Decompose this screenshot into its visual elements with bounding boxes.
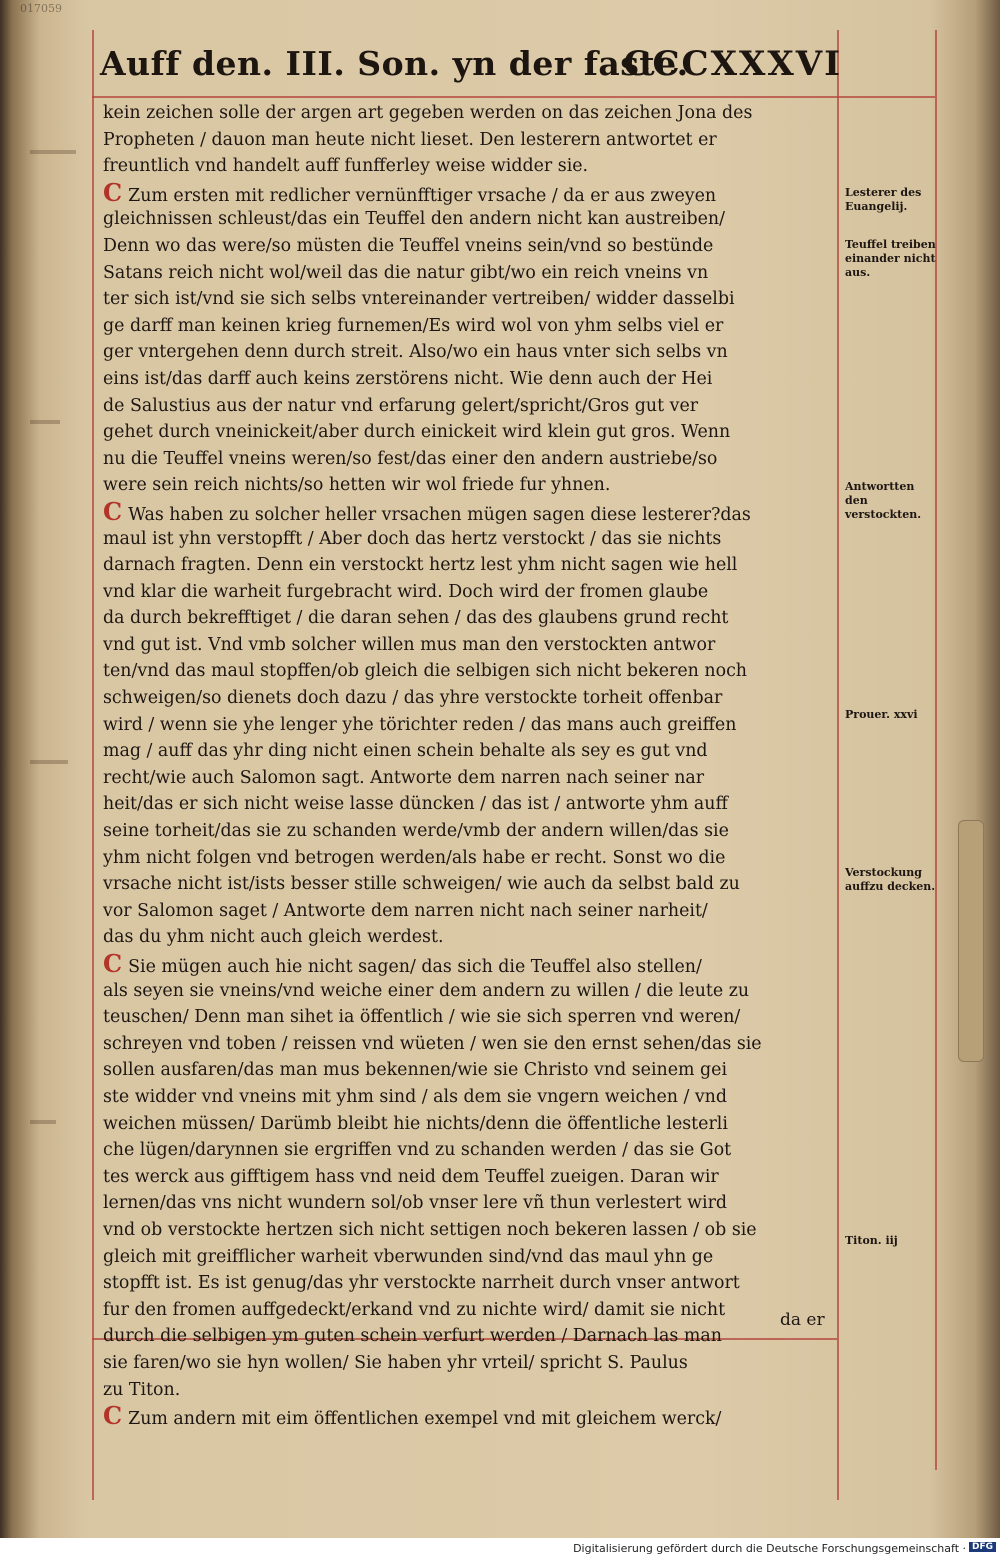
text-line: ste widder vnd vneins mit yhm sind / als dem sie vngern weichen / vnd bbox=[103, 1086, 728, 1107]
text-line: teuschen/ Denn man sihet ia öffentlich / wie sie sich sperren vnd weren/ bbox=[103, 1007, 741, 1028]
text-line: gleichnissen schleust/das ein Teuffel den andern nicht kan austreiben/ bbox=[103, 209, 725, 230]
margin-note: Prouer. xxvi bbox=[845, 708, 918, 721]
margin-note: Teuffel treiben einander nicht aus. bbox=[845, 238, 936, 279]
text-line: vor Salomon saget / Antworte dem narren nicht nach seiner narheit/ bbox=[103, 900, 708, 921]
catchword: da er bbox=[780, 1310, 825, 1330]
text-line: ger vntergehen denn durch streit. Also/wo ein haus vnter sich selbs vn bbox=[103, 342, 728, 363]
text-line: seine torheit/das sie zu schanden werde/vmb der andern willen/das sie bbox=[103, 821, 729, 842]
text-line: de Salustius aus der natur vnd erfarung gelert/spricht/Gros gut ver bbox=[103, 395, 699, 416]
footer-credit: Digitalisierung gefördert durch die Deutsche Forschungsgemeinschaft · bbox=[573, 1542, 966, 1555]
text-line: tes werck aus gifftigem hass vnd neid dem Teuffel zueigen. Daran wir bbox=[103, 1166, 719, 1187]
bleed-through-mark bbox=[30, 1120, 56, 1124]
text-line: zu Titon. bbox=[103, 1379, 181, 1400]
text-line: Satans reich nicht wol/weil das die natur gibt/wo ein reich vneins vn bbox=[103, 262, 709, 283]
text-line: yhm nicht folgen vnd betrogen werden/als habe er recht. Sonst wo die bbox=[103, 847, 726, 868]
text-line: ter sich ist/vnd sie sich selbs vntereinander vertreiben/ widder dasselbi bbox=[103, 289, 735, 310]
text-line: gleich mit greifflicher warheit vberwunden sind/vnd das maul yhn ge bbox=[103, 1246, 714, 1267]
margin-note: Antwortten den verstockten. bbox=[845, 480, 922, 521]
dfg-logo: DFG bbox=[969, 1542, 996, 1552]
text-line: weichen müssen/ Darümb bleibt hie nichts/denn die öffentliche lesterli bbox=[103, 1113, 728, 1134]
text-line: ten/vnd das maul stopffen/ob gleich die selbigen sich nicht bekeren noch bbox=[103, 661, 748, 682]
text-line: sie faren/wo sie hyn wollen/ Sie haben yhr vrteil/ spricht S. Paulus bbox=[103, 1352, 688, 1373]
text-line: wird / wenn sie yhe lenger yhe törichter reden / das mans auch greiffen bbox=[103, 714, 737, 735]
text-line: vnd klar die warheit furgebracht wird. Doch wird der fromen glaube bbox=[103, 581, 709, 602]
text-line: darnach fragten. Denn ein verstockt hertz lest yhm nicht sagen wie hell bbox=[103, 555, 738, 576]
rule-left bbox=[92, 30, 94, 1500]
folio-number: CCCXXXVI bbox=[623, 44, 842, 84]
text-line: nu die Teuffel vneins weren/so fest/das einer den andern austriebe/so bbox=[103, 448, 718, 469]
text-line: freuntlich vnd handelt auff funfferley weise widder sie. bbox=[103, 156, 589, 177]
text-line: eins ist/das darff auch keins zerstörens nicht. Wie denn auch der Hei bbox=[103, 368, 713, 389]
text-line: vnd ob verstockte hertzen sich nicht settigen noch bekeren lassen / ob sie bbox=[103, 1219, 757, 1240]
text-line: Denn wo das were/so müsten die Teuffel vneins sein/vnd so bestünde bbox=[103, 235, 714, 256]
corner-mark: 017059 bbox=[20, 2, 62, 15]
text-line: lernen/das vns nicht wundern sol/ob vnser lere vñ thun verlestert wird bbox=[103, 1193, 728, 1214]
pilcrow-icon: C bbox=[103, 951, 123, 978]
text-line: vnd gut ist. Vnd vmb solcher willen mus man den verstockten antwor bbox=[103, 634, 716, 655]
text-line: C Sie mügen auch hie nicht sagen/ das sich die Teuffel also stellen/ bbox=[103, 951, 702, 978]
text-line: schweigen/so dienets doch dazu / das yhre verstockte torheit offenbar bbox=[103, 688, 723, 709]
text-line: das du yhm nicht auch gleich werdest. bbox=[103, 927, 444, 948]
header-title: Auff den. III. Son. yn der faste. bbox=[100, 44, 689, 83]
rule-top bbox=[92, 96, 935, 98]
body-text bbox=[103, 100, 838, 1430]
bleed-through-mark bbox=[30, 760, 68, 764]
text-line: heit/das er sich nicht weise lasse düncken / das ist / antworte yhm auff bbox=[103, 794, 728, 815]
text-line: mag / auff das yhr ding nicht einen schein behalte als sey es gut vnd bbox=[103, 741, 708, 762]
text-line: schreyen vnd toben / reissen vnd wüeten / wen sie den ernst sehen/das sie bbox=[103, 1033, 762, 1054]
text-line: kein zeichen solle der argen art gegeben werden on das zeichen Jona des bbox=[103, 103, 753, 123]
book-clasp bbox=[958, 820, 984, 1062]
text-line: gehet durch vneinickeit/aber durch einickeit wird klein gut gros. Wenn bbox=[103, 422, 731, 443]
margin-note: Lesterer des Euangelij. bbox=[845, 186, 922, 213]
text-line: C Zum andern mit eim öffentlichen exempel vnd mit gleichem werck/ bbox=[103, 1403, 722, 1430]
text-line: fur den fromen auffgedeckt/erkand vnd zu nichte wird/ damit sie nicht bbox=[103, 1299, 726, 1320]
margin-note: Verstockung auffzu decken. bbox=[845, 866, 936, 893]
text-line: Propheten / dauon man heute nicht lieset. Den lesterern antwortet er bbox=[103, 129, 717, 150]
margin-note: Titon. iij bbox=[845, 1234, 898, 1247]
text-line: che lügen/darynnen sie ergriffen vnd zu schanden werden / das sie Got bbox=[103, 1140, 732, 1161]
pilcrow-icon: C bbox=[103, 179, 123, 207]
text-line: recht/wie auch Salomon sagt. Antworte dem narren nach seiner nar bbox=[103, 767, 705, 788]
text-line: C Was haben zu solcher heller vrsachen mügen sagen diese lesterer?das bbox=[103, 498, 751, 526]
text-line: sollen ausfaren/das man mus bekennen/wie sie Christo vnd seinem gei bbox=[103, 1060, 728, 1081]
running-header bbox=[100, 44, 842, 94]
text-line: C Zum ersten mit redlicher vernünfftiger vrsache / da er aus zweyen bbox=[103, 179, 717, 207]
text-line: ge darff man keinen krieg furnemen/Es wird wol von yhm selbs viel er bbox=[103, 315, 724, 336]
text-line: da durch bekrefftiget / die daran sehen / das des glaubens grund recht bbox=[103, 608, 729, 629]
bleed-through-mark bbox=[30, 420, 60, 424]
pilcrow-icon: C bbox=[103, 498, 123, 526]
bleed-through-mark bbox=[30, 150, 76, 154]
text-line: als seyen sie vneins/vnd weiche einer dem andern zu willen / die leute zu bbox=[103, 980, 750, 1001]
pilcrow-icon: C bbox=[103, 1403, 123, 1430]
text-line: vrsache nicht ist/ists besser stille schweigen/ wie auch da selbst bald zu bbox=[103, 874, 740, 895]
footer-bar bbox=[0, 1538, 1000, 1559]
text-line: durch die selbigen ym guten schein verfurt werden / Darnach las man bbox=[103, 1326, 722, 1347]
text-line: maul ist yhn verstopfft / Aber doch das hertz verstockt / das sie nichts bbox=[103, 528, 722, 549]
text-line: were sein reich nichts/so hetten wir wol friede fur yhnen. bbox=[103, 475, 611, 496]
text-line: stopfft ist. Es ist genug/das yhr verstockte narrheit durch vnser antwort bbox=[103, 1273, 740, 1294]
